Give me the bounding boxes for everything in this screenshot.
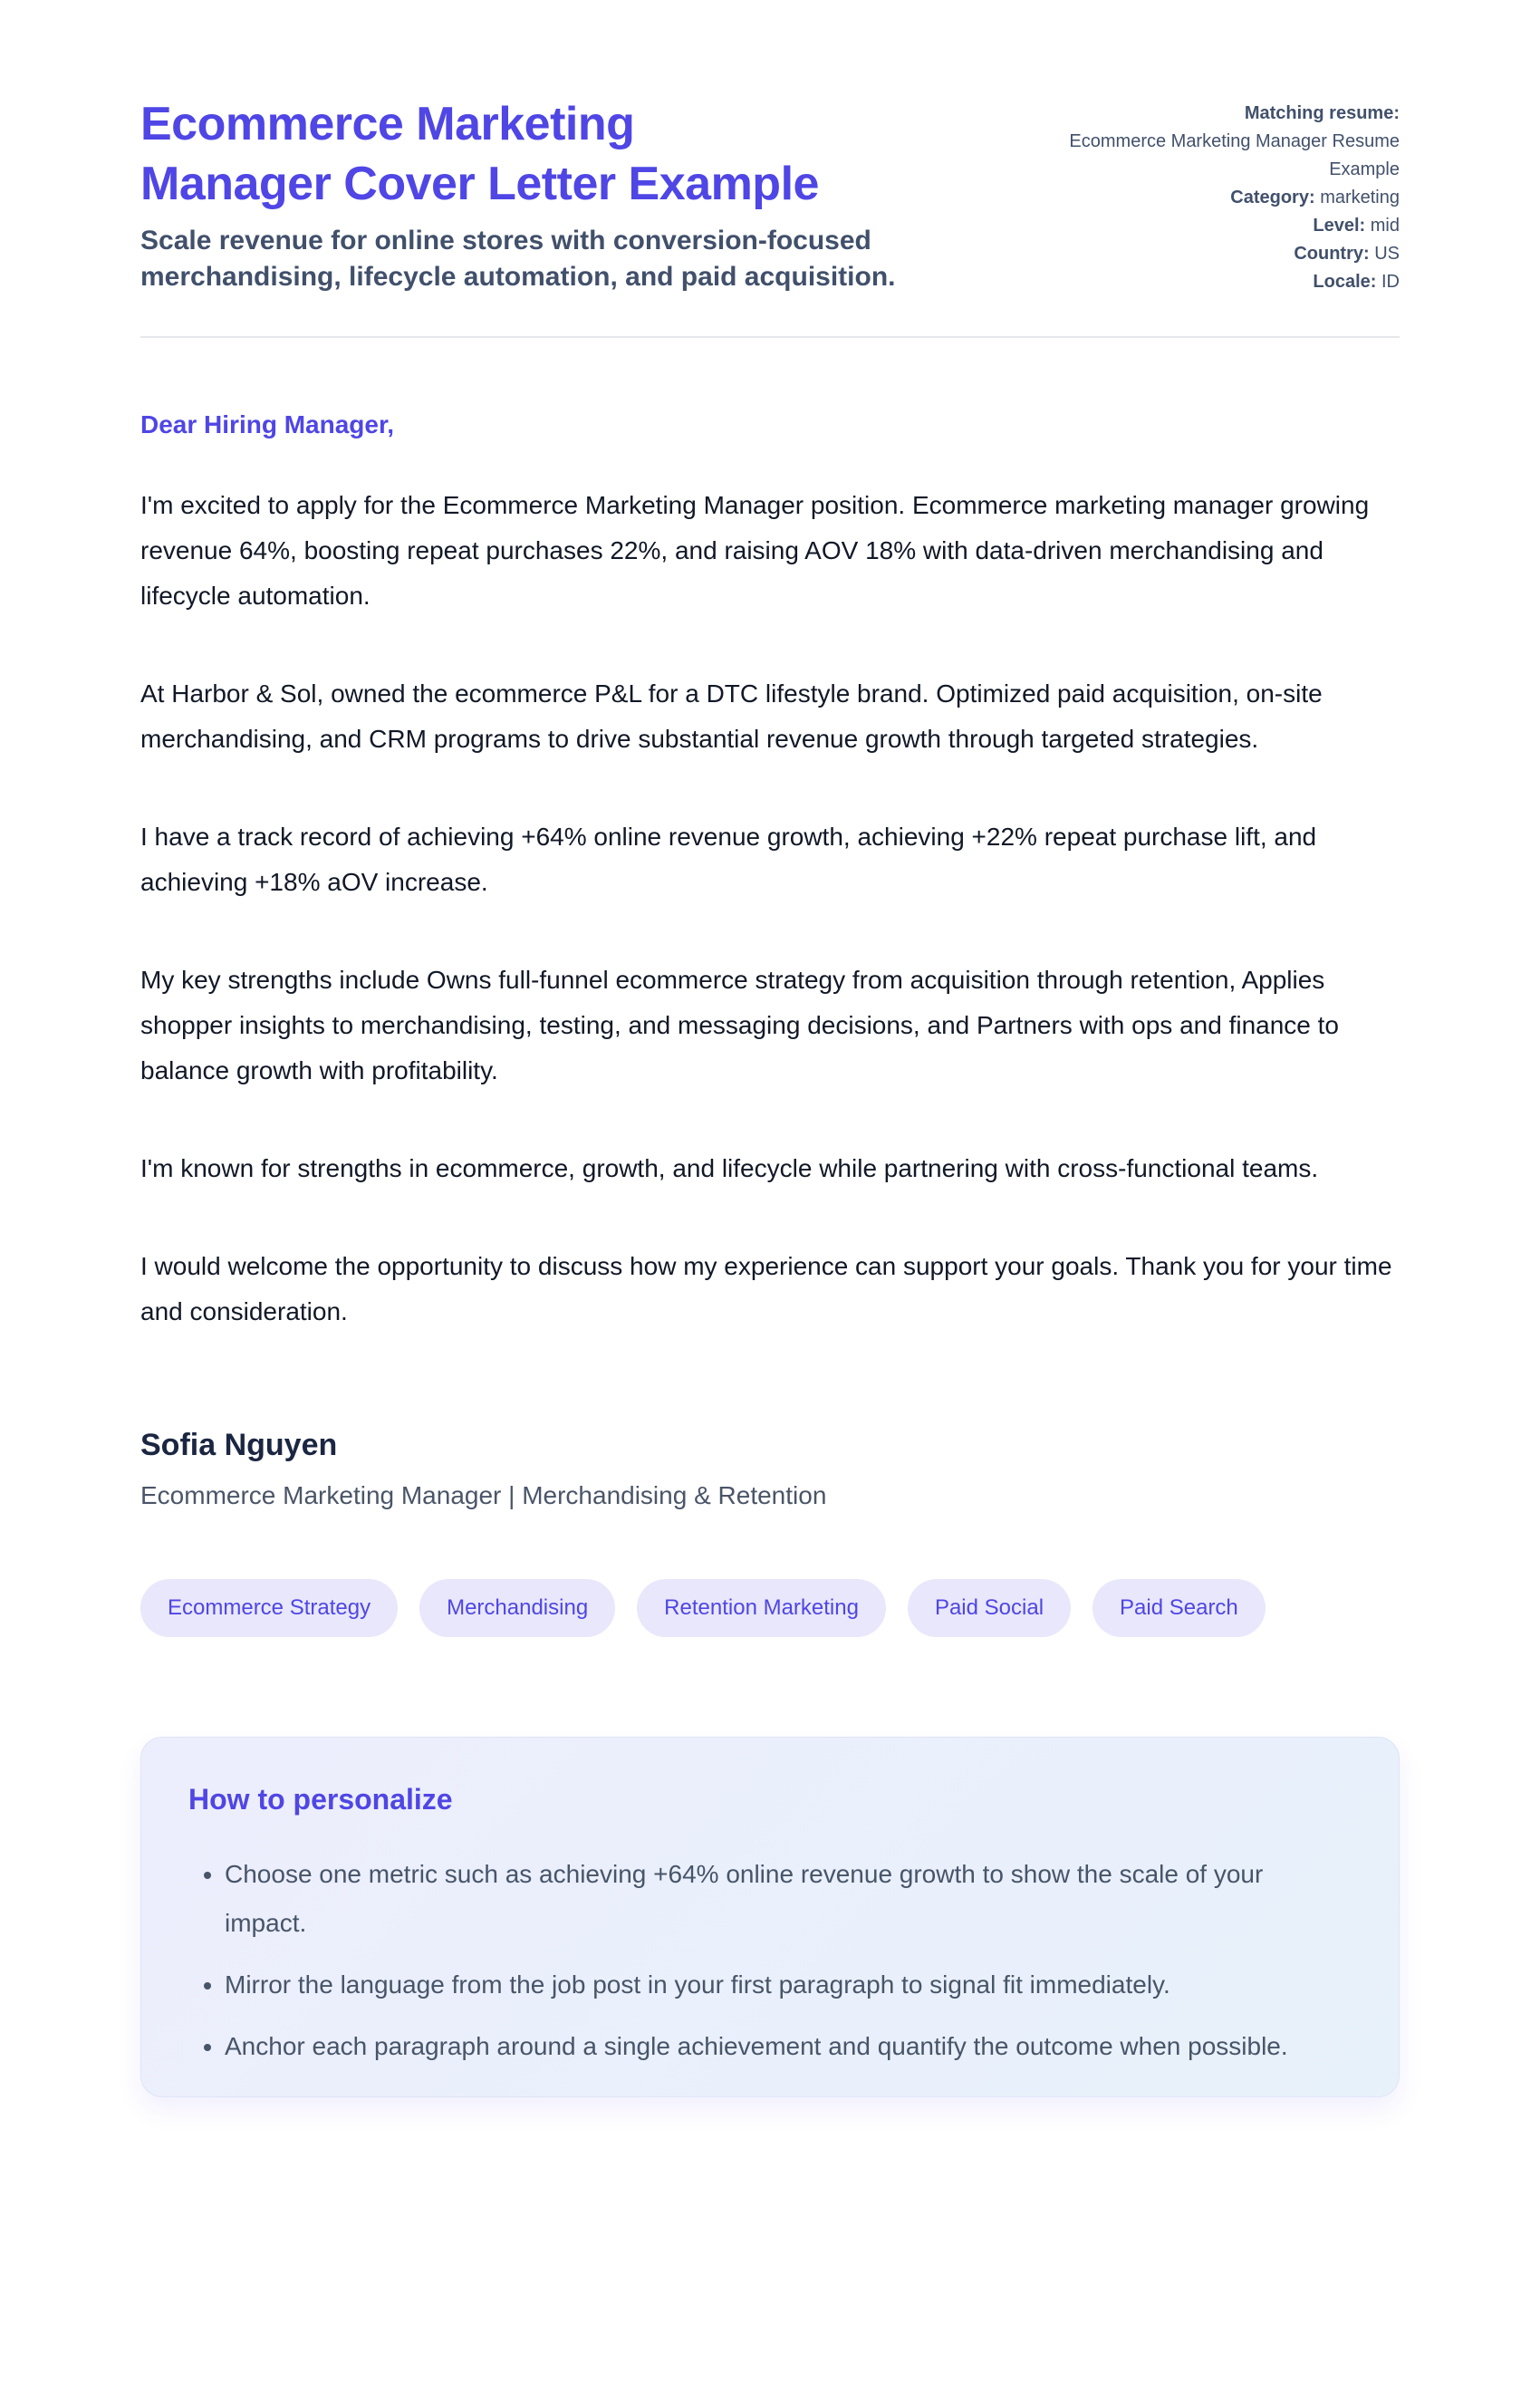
personalize-tip: • Anchor each paragraph around a single achievement and quantify the outcome when possible. <box>225 2022 1352 2071</box>
meta-country-value: US <box>1374 244 1400 264</box>
page-header <box>140 94 1400 296</box>
page-title-line-2: Manager Cover Letter Example <box>140 158 819 210</box>
meta-category-value: marketing <box>1320 188 1400 207</box>
meta-matching-resume-value: Ecommerce Marketing Manager Resume Example <box>1069 131 1400 179</box>
meta-matching-resume <box>1037 100 1400 184</box>
page-title <box>140 94 1037 214</box>
signature-name: Sofia Nguyen <box>140 1428 338 1462</box>
tag-paid-search[interactable]: Paid Search <box>1092 1579 1266 1637</box>
how-to-personalize-heading: How to personalize <box>188 1783 453 1816</box>
how-to-personalize-card <box>140 1737 1400 2097</box>
salutation: Dear Hiring Manager, <box>140 410 395 438</box>
letter-paragraph: My key strengths include Owns full-funnel ecommerce strategy from acquisition through retention, Applies shopper insights to merchandising, testing, and messaging decisions, and Partners with ops and finance to balance growth with profitability. <box>140 966 1339 1084</box>
header-divider <box>140 336 1400 338</box>
cover-letter-page <box>140 0 1400 2097</box>
letter-paragraph: At Harbor & Sol, owned the ecommerce P&L for a DTC lifestyle brand. Optimized paid acquisition, on-site merchandising, and CRM programs to drive substantial revenue growth through targeted strategies. <box>140 679 1323 753</box>
header-title-block <box>140 94 1037 295</box>
tag-ecommerce-strategy[interactable]: Ecommerce Strategy <box>140 1579 398 1637</box>
personalize-tip-list <box>188 1850 1352 2071</box>
meta-row-locale <box>1037 268 1400 296</box>
signature-block <box>140 1423 1400 1514</box>
tag-paid-social[interactable]: Paid Social <box>908 1579 1071 1637</box>
meta-level-value: mid <box>1370 216 1400 236</box>
letter-paragraph: I have a track record of achieving +64% online revenue growth, achieving +22% repeat purchase lift, and achieving +18% aOV increase. <box>140 823 1317 896</box>
cover-letter-body <box>140 407 1400 1514</box>
tag-retention-marketing[interactable]: Retention Marketing <box>637 1579 886 1637</box>
tag-merchandising[interactable]: Merchandising <box>419 1579 615 1637</box>
letter-paragraph: I would welcome the opportunity to discuss how my experience can support your goals. Thank you for your time and consideration. <box>140 1252 1392 1325</box>
personalize-tip: • Mirror the language from the job post in your first paragraph to signal fit immediately. <box>225 1961 1352 2009</box>
meta-row-category <box>1037 184 1400 212</box>
meta-row-level <box>1037 212 1400 240</box>
meta-matching-resume-label: Matching resume: <box>1244 103 1400 123</box>
personalize-tip: • Choose one metric such as achieving +64% online revenue growth to show the scale of your impact. <box>225 1850 1352 1948</box>
meta-country-label: Country: <box>1294 244 1370 264</box>
meta-block <box>1037 94 1400 296</box>
meta-category-label: Category: <box>1230 188 1315 207</box>
meta-locale-label: Locale: <box>1313 272 1377 292</box>
page-subtitle: Scale revenue for online stores with conversion-focused merchandising, lifecycle automation, and paid acquisition. <box>140 226 896 292</box>
meta-locale-value: ID <box>1381 272 1400 292</box>
page-title-line-1: Ecommerce Marketing <box>140 98 635 150</box>
tag-list <box>140 1579 1400 1637</box>
meta-row-country <box>1037 240 1400 268</box>
letter-paragraph: I'm known for strengths in ecommerce, growth, and lifecycle while partnering with cross-functional teams. <box>140 1154 1319 1182</box>
meta-level-label: Level: <box>1313 216 1366 236</box>
letter-paragraph: I'm excited to apply for the Ecommerce Marketing Manager position. Ecommerce marketing manager growing revenue 64%, boosting repeat purchases 22%, and raising AOV 18% with data-driven merchandising and lifecycle automation. <box>140 491 1370 610</box>
signature-role: Ecommerce Marketing Manager | Merchandising & Retention <box>140 1481 827 1509</box>
